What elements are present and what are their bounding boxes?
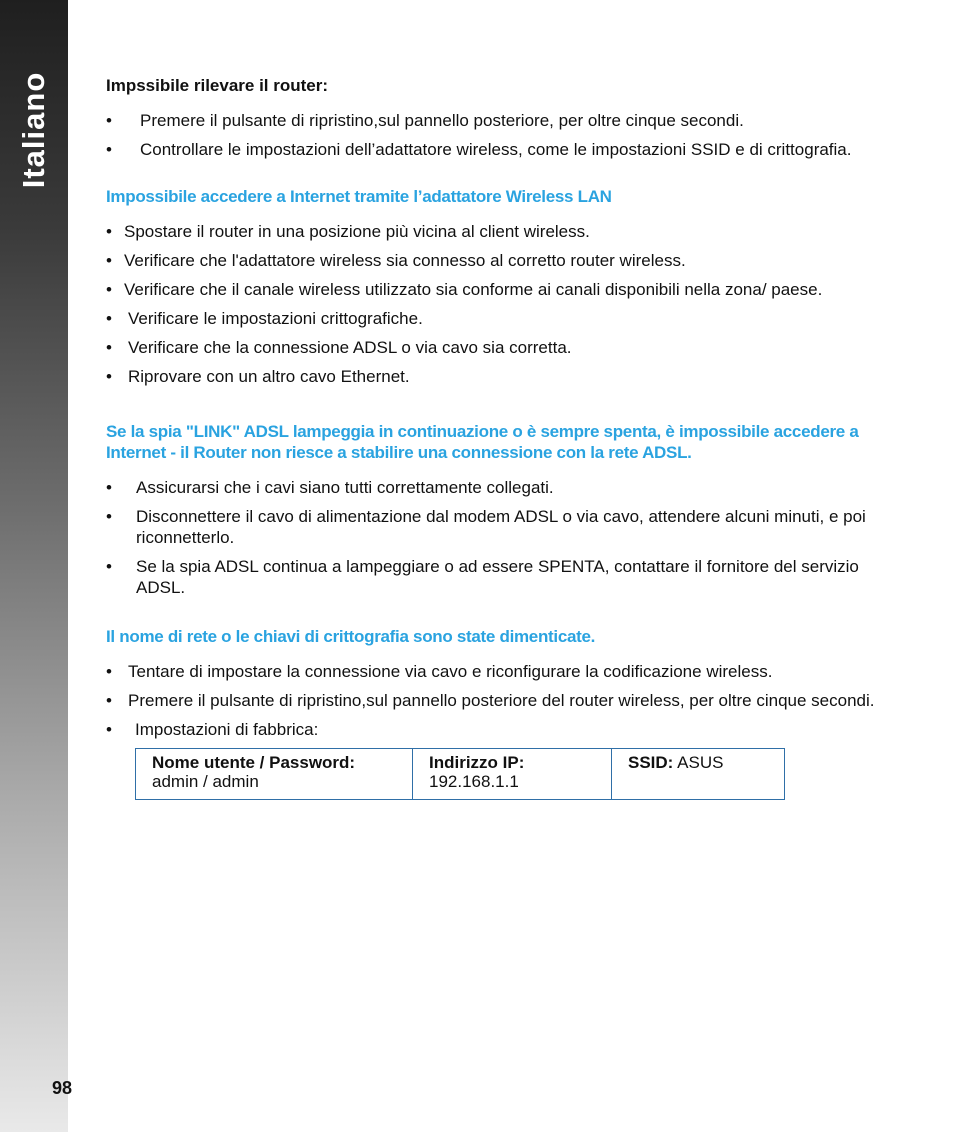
ssid-label: SSID:: [628, 753, 674, 772]
bullet-icon: •: [106, 691, 112, 710]
bullet-icon: •: [106, 720, 112, 739]
user-value: admin / admin: [152, 772, 259, 791]
section-heading-internet-lan: Impossibile accedere a Internet tramite l’adattatore Wireless LAN: [106, 187, 612, 206]
list-item: [106, 279, 896, 300]
table-row: [136, 749, 785, 800]
section-heading-router: Impssibile rilevare il router:: [106, 76, 329, 95]
list-item: [106, 308, 896, 329]
bullet-icon: •: [106, 222, 112, 241]
table-cell-ssid: [612, 749, 785, 800]
table-cell-user: [136, 749, 413, 800]
list-item: [106, 477, 896, 498]
list-item-text: Tentare di impostare la connessione via cavo e riconfigurare la codificazione wireless.: [128, 662, 773, 681]
list-item-text: Se la spia ADSL continua a lampeggiare o ad essere SPENTA, contattare il fornitore del servizio ADSL.: [136, 557, 859, 597]
list-item-text: Verificare che la connessione ADSL o via cavo sia corretta.: [128, 338, 572, 357]
bullet-icon: •: [106, 280, 112, 299]
ip-value: 192.168.1.1: [429, 772, 519, 791]
table-cell-ip: [413, 749, 612, 800]
list-item-text: Premere il pulsante di ripristino,sul pannello posteriore, per oltre cinque secondi.: [140, 111, 744, 130]
bullet-icon: •: [106, 662, 112, 681]
page-number: 98: [52, 1078, 73, 1098]
bullet-icon: •: [106, 111, 112, 130]
list-item-text: Controllare le impostazioni dell’adattatore wireless, come le impostazioni SSID e di crittografia.: [140, 140, 852, 159]
list-item: [106, 221, 896, 242]
factory-settings-table: [135, 748, 785, 800]
list-item: [106, 556, 896, 598]
bullet-icon: •: [106, 140, 112, 159]
ip-label: Indirizzo IP:: [429, 753, 525, 772]
router-list: [106, 110, 896, 160]
list-item-text: Verificare che l'adattatore wireless sia connesso al corretto router wireless.: [124, 251, 686, 270]
list-item: [106, 110, 896, 131]
bullet-icon: •: [106, 507, 112, 526]
list-item-text: Verificare le impostazioni crittografiche.: [128, 309, 423, 328]
user-label: Nome utente / Password:: [152, 753, 356, 772]
list-item: [106, 506, 896, 548]
list-item: [106, 366, 896, 387]
section-heading-link-adsl: Se la spia "LINK" ADSL lampeggia in continuazione o è sempre spenta, è impossibile accedere a Internet - il Router non riesce a stabilire una connessione con la rete ADSL.: [106, 422, 859, 462]
list-item-text: Disconnettere il cavo di alimentazione dal modem ADSL o via cavo, attendere alcuni minuti, e poi riconnetterlo.: [136, 507, 866, 547]
bullet-icon: •: [106, 309, 112, 328]
language-label: Italiano: [16, 71, 51, 189]
bullet-icon: •: [106, 251, 112, 270]
bullet-icon: •: [106, 338, 112, 357]
page-content: [106, 76, 896, 800]
list-item: [106, 719, 896, 740]
list-item-text: Assicurarsi che i cavi siano tutti correttamente collegati.: [136, 478, 554, 497]
list-item: [106, 661, 896, 682]
list-item-text: Impostazioni di fabbrica:: [135, 720, 319, 739]
list-item: [106, 139, 896, 160]
list-item-text: Premere il pulsante di ripristino,sul pannello posteriore del router wireless, per oltre cinque secondi.: [128, 691, 875, 710]
section-heading-forgotten: Il nome di rete o le chiavi di crittografia sono state dimenticate.: [106, 627, 596, 646]
link-adsl-list: [106, 477, 896, 598]
list-item-text: Riprovare con un altro cavo Ethernet.: [128, 367, 410, 386]
bullet-icon: •: [106, 478, 112, 497]
forgotten-list: [106, 661, 896, 740]
list-item: [106, 690, 896, 711]
internet-lan-list: [106, 221, 896, 387]
language-sidebar: [0, 0, 68, 1132]
bullet-icon: •: [106, 557, 112, 576]
ssid-value: ASUS: [677, 753, 724, 772]
list-item-text: Verificare che il canale wireless utilizzato sia conforme ai canali disponibili nella zona/ paese.: [124, 280, 823, 299]
list-item-text: Spostare il router in una posizione più vicina al client wireless.: [124, 222, 590, 241]
list-item: [106, 250, 896, 271]
bullet-icon: •: [106, 367, 112, 386]
list-item: [106, 337, 896, 358]
